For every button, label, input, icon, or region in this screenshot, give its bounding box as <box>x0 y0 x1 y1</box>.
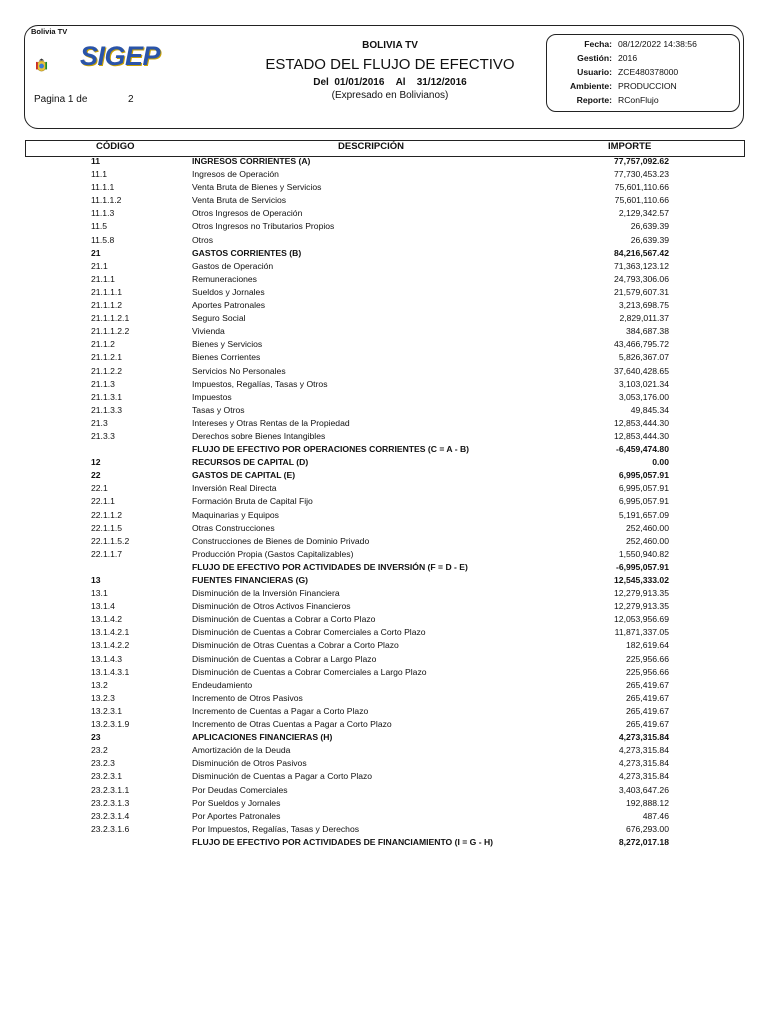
bolivia-coat-of-arms-icon <box>34 42 82 88</box>
row-code: 11.1.1 <box>91 182 115 193</box>
row-amount: 77,730,453.23 <box>614 169 669 180</box>
row-code: 21.1.1.2.2 <box>91 326 130 337</box>
row-description: Aportes Patronales <box>192 300 266 311</box>
row-amount: 12,853,444.30 <box>614 430 669 441</box>
row-amount: 252,460.00 <box>625 522 669 533</box>
row-amount: 24,793,306.06 <box>614 273 669 284</box>
table-row <box>0 679 768 692</box>
row-code: 21.1.2.1 <box>91 352 123 363</box>
row-description: Amortización de la Deuda <box>192 745 291 756</box>
table-row <box>0 522 768 535</box>
al-label: Al <box>395 77 406 88</box>
row-description: Otras Construcciones <box>192 522 275 533</box>
row-code: 21.1.3.1 <box>91 391 123 402</box>
del-label: Del <box>313 77 329 88</box>
table-row <box>0 548 768 561</box>
row-description: Formación Bruta de Capital Fijo <box>192 496 313 507</box>
row-amount: 4,273,315.84 <box>618 758 669 769</box>
row-amount: 265,419.67 <box>625 719 669 730</box>
row-amount: 26,639.39 <box>630 234 669 245</box>
table-row <box>0 836 768 849</box>
table-row <box>0 351 768 364</box>
report-title: ESTADO DEL FLUJO DE EFECTIVO <box>265 56 515 73</box>
table-row <box>0 823 768 836</box>
column-header-description: DESCRIPCIÓN <box>338 141 404 152</box>
table-row <box>0 744 768 757</box>
row-description: FLUJO DE EFECTIVO POR ACTIVIDADES DE FINANCIAMIENTO (I = G - H) <box>192 836 494 847</box>
table-row <box>0 247 768 260</box>
table-row <box>0 561 768 574</box>
table-row <box>0 378 768 391</box>
table-row <box>0 181 768 194</box>
row-amount: 37,640,428.65 <box>614 365 669 376</box>
table-row <box>0 456 768 469</box>
table-row <box>0 260 768 273</box>
row-description: Venta Bruta de Servicios <box>192 195 287 206</box>
row-description: Disminución de Otras Cuentas a Cobrar a Corto Plazo <box>192 640 399 651</box>
table-row <box>0 797 768 810</box>
row-description: Impuestos <box>192 391 232 402</box>
row-description: GASTOS DE CAPITAL (E) <box>192 470 296 481</box>
row-code: 22.1.1.5.2 <box>91 535 130 546</box>
row-description: Sueldos y Jornales <box>192 286 265 297</box>
table-row <box>0 168 768 181</box>
row-code: 21.1.2.2 <box>91 365 123 376</box>
row-code: 13.1.4 <box>91 601 115 612</box>
meta-value: 2016 <box>618 53 638 63</box>
row-code: 21.1.3.3 <box>91 404 123 415</box>
row-description: INGRESOS CORRIENTES (A) <box>192 156 311 166</box>
row-description: Vivienda <box>192 326 225 337</box>
row-description: APLICACIONES FINANCIERAS (H) <box>192 732 333 743</box>
row-description: Endeudamiento <box>192 679 253 690</box>
row-description: Derechos sobre Bienes Intangibles <box>192 430 326 441</box>
row-amount: 43,466,795.72 <box>614 339 669 350</box>
row-description: Disminución de Cuentas a Cobrar Comerciales a Corto Plazo <box>192 627 426 638</box>
row-code: 13.1.4.2 <box>91 614 123 625</box>
row-code: 13 <box>91 575 101 585</box>
row-amount: -6,459,474.80 <box>615 444 669 455</box>
row-code: 13.1.4.2.2 <box>91 640 130 651</box>
row-amount: 3,213,698.75 <box>618 300 669 311</box>
row-description: Servicios No Personales <box>192 365 286 376</box>
row-description: Por Sueldos y Jornales <box>192 797 281 808</box>
row-description: Disminución de la Inversión Financiera <box>192 588 340 599</box>
table-row <box>0 587 768 600</box>
date-from: 01/01/2016 <box>334 77 385 88</box>
table-row <box>0 495 768 508</box>
row-description: Inversión Real Directa <box>192 483 277 494</box>
table-row <box>0 653 768 666</box>
row-code: 13.1 <box>91 588 108 599</box>
column-header-amount: IMPORTE <box>608 141 652 152</box>
row-code: 23.2.3 <box>91 758 115 769</box>
table-row <box>0 338 768 351</box>
meta-value: RConFlujo <box>618 95 659 105</box>
row-code: 13.1.4.2.1 <box>91 627 130 638</box>
row-amount: 11,871,337.05 <box>614 627 669 638</box>
table-row <box>0 365 768 378</box>
row-amount: 12,053,956.69 <box>614 614 669 625</box>
row-code: 23.2.3.1.3 <box>91 797 130 808</box>
table-row <box>0 509 768 522</box>
row-code: 13.2.3.1 <box>91 705 123 716</box>
row-amount: 49,845.34 <box>630 404 669 415</box>
row-description: Disminución de Cuentas a Pagar a Corto Plazo <box>192 771 373 782</box>
row-amount: 4,273,315.84 <box>618 732 669 743</box>
table-row <box>0 535 768 548</box>
meta-row-ambiente <box>547 81 739 94</box>
row-amount: 75,601,110.66 <box>614 182 669 193</box>
row-code: 21.3 <box>91 417 108 428</box>
row-amount: 75,601,110.66 <box>614 195 669 206</box>
row-amount: 2,829,011.37 <box>619 313 669 324</box>
date-to: 31/12/2016 <box>416 77 467 88</box>
meta-row-gestion <box>547 53 739 66</box>
table-row <box>0 705 768 718</box>
row-amount: 4,273,315.84 <box>618 745 669 756</box>
row-description: Incremento de Otras Cuentas a Pagar a Corto Plazo <box>192 719 392 730</box>
org-name: BOLIVIA TV <box>362 40 418 51</box>
table-row <box>0 731 768 744</box>
table-row <box>0 155 768 168</box>
report-period <box>240 77 540 88</box>
table-row <box>0 391 768 404</box>
row-code: 22.1.1 <box>91 496 115 507</box>
row-code: 11.1.3 <box>91 208 115 219</box>
row-description: Incremento de Otros Pasivos <box>192 692 303 703</box>
row-code: 22.1.1.7 <box>91 548 123 559</box>
row-description: Ingresos de Operación <box>192 169 279 180</box>
row-amount: 182,619.64 <box>625 640 669 651</box>
row-code: 23.2.3.1.4 <box>91 810 130 821</box>
row-code: 21.1.3 <box>91 378 115 389</box>
row-description: Otros Ingresos de Operación <box>192 208 303 219</box>
page-label: Pagina 1 de <box>34 94 88 105</box>
row-description: Incremento de Cuentas a Pagar a Corto Plazo <box>192 705 369 716</box>
row-amount: -6,995,057.91 <box>615 561 669 572</box>
row-amount: 265,419.67 <box>625 692 669 703</box>
table-row <box>0 784 768 797</box>
row-code: 13.1.4.3 <box>91 653 123 664</box>
row-amount: 265,419.67 <box>625 679 669 690</box>
row-description: RECURSOS DE CAPITAL (D) <box>192 457 309 468</box>
meta-value: 08/12/2022 14:38:56 <box>618 39 697 49</box>
table-row <box>0 692 768 705</box>
row-description: Remuneraciones <box>192 273 257 284</box>
table-row <box>0 600 768 613</box>
table-row <box>0 757 768 770</box>
row-amount: 265,419.67 <box>625 705 669 716</box>
cash-flow-table <box>0 155 768 849</box>
meta-row-fecha <box>547 39 739 52</box>
row-code: 11 <box>91 156 101 166</box>
row-amount: 6,995,057.91 <box>618 470 669 481</box>
row-amount: 12,279,913.35 <box>614 601 669 612</box>
row-code: 11.1 <box>91 169 108 180</box>
row-amount: 5,826,367.07 <box>618 352 669 363</box>
row-code: 21.1.2 <box>91 339 115 350</box>
table-row <box>0 482 768 495</box>
row-amount: 676,293.00 <box>625 823 669 834</box>
row-code: 21.3.3 <box>91 430 115 441</box>
row-description: Producción Propia (Gastos Capitalizables) <box>192 548 354 559</box>
row-amount: 8,272,017.18 <box>618 836 669 847</box>
row-amount: 192,888.12 <box>625 797 669 808</box>
row-code: 13.1.4.3.1 <box>91 666 130 677</box>
table-row <box>0 286 768 299</box>
table-row <box>0 312 768 325</box>
row-description: Por Aportes Patronales <box>192 810 281 821</box>
row-description: Bienes y Servicios <box>192 339 263 350</box>
row-amount: 84,216,567.42 <box>614 247 669 258</box>
row-description: Gastos de Operación <box>192 260 274 271</box>
row-description: Intereses y Otras Rentas de la Propiedad <box>192 417 350 428</box>
meta-value: PRODUCCION <box>618 81 677 91</box>
page-total: 2 <box>128 94 134 105</box>
row-description: FLUJO DE EFECTIVO POR OPERACIONES CORRIENTES (C = A - B) <box>192 444 470 455</box>
row-amount: 6,995,057.91 <box>618 496 669 507</box>
row-code: 21.1.1.2 <box>91 300 123 311</box>
row-amount: 3,103,021.34 <box>618 378 669 389</box>
row-code: 11.1.1.2 <box>91 195 122 206</box>
row-code: 22 <box>91 470 101 481</box>
table-row <box>0 220 768 233</box>
table-row <box>0 273 768 286</box>
table-row <box>0 639 768 652</box>
row-description: GASTOS CORRIENTES (B) <box>192 247 302 258</box>
row-amount: 12,545,333.02 <box>614 575 669 585</box>
meta-row-reporte <box>547 95 739 108</box>
row-amount: 225,956.66 <box>625 666 669 677</box>
table-row <box>0 574 768 587</box>
report-title-block <box>240 40 540 101</box>
row-description: Seguro Social <box>192 313 246 324</box>
row-amount: 6,995,057.91 <box>618 483 669 494</box>
row-code: 21 <box>91 247 101 258</box>
row-description: Por Impuestos, Regalías, Tasas y Derechos <box>192 823 360 834</box>
row-amount: 225,956.66 <box>625 653 669 664</box>
row-description: Disminución de Otros Pasivos <box>192 758 307 769</box>
row-code: 22.1 <box>91 483 108 494</box>
report-subtitle: (Expresado en Bolivianos) <box>331 90 449 101</box>
row-description: Disminución de Cuentas a Cobrar a Corto Plazo <box>192 614 376 625</box>
row-amount: 2,129,342.57 <box>618 208 669 219</box>
row-description: Construcciones de Bienes de Dominio Privado <box>192 535 370 546</box>
sigep-logo: SIGEP <box>80 41 161 71</box>
row-description: Otros Ingresos no Tributarios Propios <box>192 221 335 232</box>
table-row <box>0 613 768 626</box>
org-tag: Bolivia TV <box>31 27 68 36</box>
row-code: 21.1.1 <box>91 273 115 284</box>
meta-value: ZCE480378000 <box>618 67 679 77</box>
meta-label: Fecha: <box>584 39 612 49</box>
table-row <box>0 718 768 731</box>
row-amount: 71,363,123.12 <box>614 260 669 271</box>
row-code: 23.2.3.1.6 <box>91 823 130 834</box>
table-row <box>0 810 768 823</box>
row-description: Disminución de Cuentas a Cobrar a Largo Plazo <box>192 653 377 664</box>
meta-label: Reporte: <box>576 95 612 105</box>
row-amount: 12,853,444.30 <box>614 417 669 428</box>
row-amount: 26,639.39 <box>630 221 669 232</box>
row-amount: 0.00 <box>652 457 669 468</box>
column-header-code: CÓDIGO <box>96 141 135 152</box>
meta-label: Usuario: <box>577 67 612 77</box>
table-row <box>0 770 768 783</box>
table-row <box>0 207 768 220</box>
page-indicator <box>34 94 134 105</box>
table-row <box>0 626 768 639</box>
table-row <box>0 299 768 312</box>
table-row <box>0 430 768 443</box>
row-description: Otros <box>192 234 214 245</box>
table-row <box>0 666 768 679</box>
row-description: Disminución de Cuentas a Cobrar Comerciales a Largo Plazo <box>192 666 427 677</box>
table-row <box>0 325 768 338</box>
table-row <box>0 443 768 456</box>
row-amount: 5,191,657.09 <box>618 509 669 520</box>
row-amount: 77,757,092.62 <box>614 156 669 166</box>
row-amount: 487.46 <box>642 810 669 821</box>
table-row <box>0 194 768 207</box>
row-code: 13.2 <box>91 679 108 690</box>
row-code: 21.1.1.2.1 <box>91 313 130 324</box>
row-description: Disminución de Otros Activos Financieros <box>192 601 351 612</box>
row-description: Por Deudas Comerciales <box>192 784 288 795</box>
meta-label: Gestión: <box>577 53 612 63</box>
row-code: 11.5 <box>91 221 108 232</box>
row-amount: 384,687.38 <box>625 326 669 337</box>
row-code: 22.1.1.2 <box>91 509 123 520</box>
row-amount: 1,550,940.82 <box>618 548 669 559</box>
row-description: Venta Bruta de Bienes y Servicios <box>192 182 322 193</box>
row-description: Maquinarias y Equipos <box>192 509 279 520</box>
row-description: Tasas y Otros <box>192 404 245 415</box>
row-code: 23.2.3.1 <box>91 771 123 782</box>
report-meta-box <box>546 34 740 112</box>
meta-row-usuario <box>547 67 739 80</box>
row-description: Impuestos, Regalías, Tasas y Otros <box>192 378 328 389</box>
row-amount: 252,460.00 <box>625 535 669 546</box>
row-description: FUENTES FINANCIERAS (G) <box>192 575 309 585</box>
row-description: FLUJO DE EFECTIVO POR ACTIVIDADES DE INVERSIÓN (F = D - E) <box>192 561 468 572</box>
row-code: 13.2.3 <box>91 692 115 703</box>
meta-label: Ambiente: <box>569 81 612 91</box>
row-amount: 21,579,607.31 <box>614 286 669 297</box>
row-amount: 3,053,176.00 <box>618 391 669 402</box>
row-code: 22.1.1.5 <box>91 522 123 533</box>
row-amount: 4,273,315.84 <box>618 771 669 782</box>
row-code: 21.1 <box>91 260 108 271</box>
row-code: 23 <box>91 732 101 743</box>
table-row <box>0 417 768 430</box>
row-code: 23.2 <box>91 745 108 756</box>
row-description: Bienes Corrientes <box>192 352 261 363</box>
table-row <box>0 234 768 247</box>
row-code: 13.2.3.1.9 <box>91 719 130 730</box>
row-code: 11.5.8 <box>91 234 115 245</box>
row-code: 21.1.1.1 <box>91 286 123 297</box>
table-row <box>0 469 768 482</box>
row-amount: 3,403,647.26 <box>618 784 669 795</box>
row-amount: 12,279,913.35 <box>614 588 669 599</box>
table-row <box>0 404 768 417</box>
row-code: 23.2.3.1.1 <box>91 784 130 795</box>
row-code: 12 <box>91 457 101 468</box>
